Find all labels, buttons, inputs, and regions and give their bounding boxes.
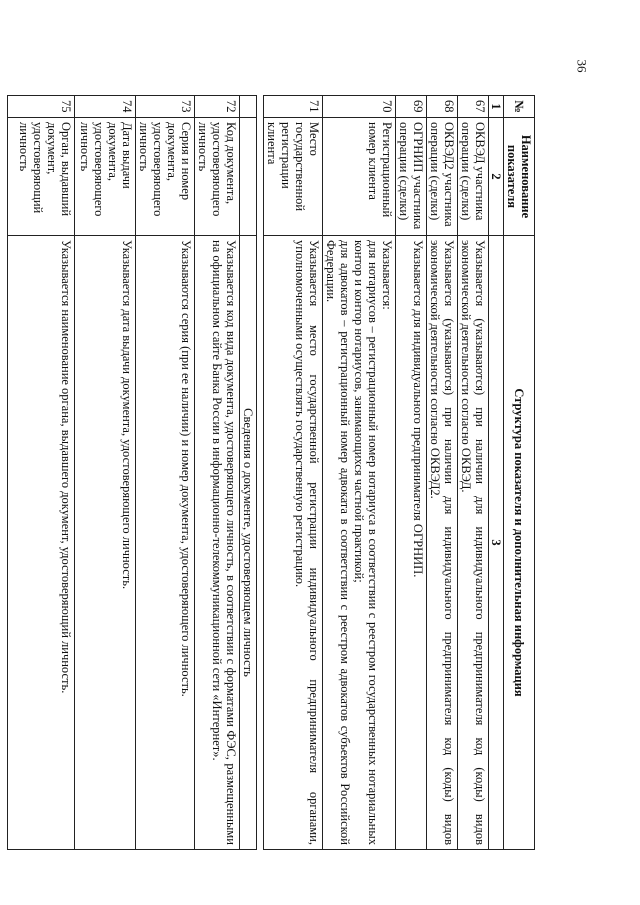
row-num: 70 (323, 96, 396, 118)
row-num: 69 (396, 96, 427, 118)
row-num: 74 (75, 96, 136, 118)
row-text: Указывается: для нотариусов – регистрационный номер нотариуса в соответствии с реестром государственных нотариальных контор и контор нотариусов, занимающихся частной практикой; для адвокатов – регистрационный номер адвоката в соответствии с реестром адвокатов субъектов Российской Федерации. (323, 236, 396, 850)
table-row (427, 96, 458, 850)
table-gap (257, 96, 264, 850)
table-row (195, 96, 240, 850)
header-name: Наименование показателя (504, 118, 535, 236)
index-cell: 3 (489, 236, 504, 850)
row-text: Указывается (указываются) при наличии для индивидуального предпринимателя код (коды) видов экономической деятельности согласно ОКВЭД. (458, 236, 489, 850)
row-name: Дата выдачи документа, удостоверяющего личность (75, 118, 136, 236)
header-row (504, 96, 535, 850)
row-num: 73 (136, 96, 195, 118)
row-name: ОГРНИП участника операции (сделки) (396, 118, 427, 236)
row-text: Указывается дата выдачи документа, удостоверяющего личность. (75, 236, 136, 850)
table-row (75, 96, 136, 850)
header-structure: Структура показателя и дополнительная информация (504, 236, 535, 850)
row-name: Серия и номер документа, удостоверяющего личность (136, 118, 195, 236)
table-row (8, 96, 75, 850)
row-name: Место государственной регистрации клиента (264, 118, 323, 236)
table-row (458, 96, 489, 850)
page-number: 36 (574, 59, 590, 73)
row-text: Указываются серия (при ее наличии) и номер документа, удостоверяющего личность. (136, 236, 195, 850)
index-row (489, 96, 504, 850)
rotated-table-container (17, 95, 535, 850)
header-num: № (504, 96, 535, 118)
row-text: Указывается для индивидуального предпринимателя ОГРНИП. (396, 236, 427, 850)
row-num: 71 (264, 96, 323, 118)
row-text: Указывается (указываются) при наличии для индивидуального предпринимателя код (коды) видов экономической деятельности согласно ОКВЭД2. (427, 236, 458, 850)
index-cell: 1 (489, 96, 504, 118)
row-text: Указывается наименование органа, выдавшего документ, удостоверяющий личность. (8, 236, 75, 850)
table-row (264, 96, 323, 850)
row-num: 75 (8, 96, 75, 118)
row-text: Указывается место государственной регистрации индивидуального предпринимателя органами, уполномоченными осуществлять государственную регистрацию. (264, 236, 323, 850)
section-row (240, 96, 257, 850)
table-row (136, 96, 195, 850)
row-name: Регистрационный номер клиента (323, 118, 396, 236)
row-num: 67 (458, 96, 489, 118)
indicator-table (7, 95, 535, 850)
row-num: 72 (195, 96, 240, 118)
table-row (323, 96, 396, 850)
row-text: Указывается код вида документа, удостоверяющего личность, в соответствии с форматами ФЭС, размещенными на официальном сайте Банка России в информационно-телекоммуникационной сети «Интернет». (195, 236, 240, 850)
section-num-cell (240, 96, 257, 118)
table-row (396, 96, 427, 850)
index-cell: 2 (489, 118, 504, 236)
row-num: 68 (427, 96, 458, 118)
row-name: Код документа, удостоверяющего личность (195, 118, 240, 236)
row-name: Орган, выдавший документ, удостоверяющий личность (8, 118, 75, 236)
row-name: ОКВЭД2 участника операции (сделки) (427, 118, 458, 236)
row-name: ОКВЭД участника операции (сделки) (458, 118, 489, 236)
section-title: Сведения о документе, удостоверяющем личность (240, 236, 257, 850)
section-name-cell (240, 118, 257, 236)
